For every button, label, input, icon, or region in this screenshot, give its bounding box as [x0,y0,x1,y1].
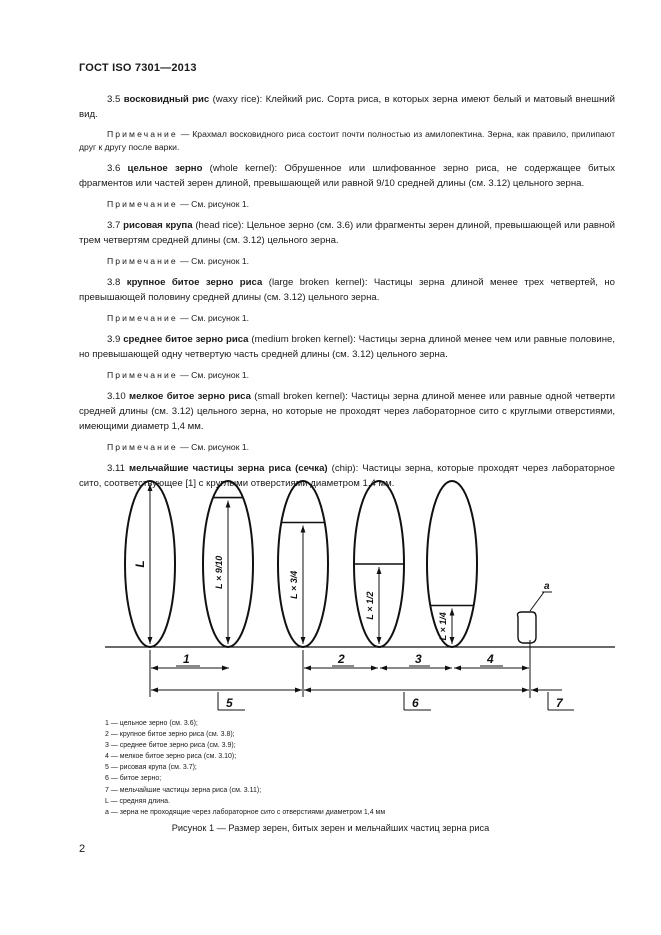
legend-item-7: 7 — мельчайшие частицы зерна риса (см. 3.11); [105,786,262,794]
term-3-9 [79,332,615,362]
dimension-2-label: 2 [338,652,345,666]
dimension-6-label: 6 [412,696,419,710]
term-number: 3.10 [107,391,129,402]
note-label: Примечание [107,256,178,266]
note-text: — См. рисунок 1. [177,370,250,380]
term-definition: (head rice): Цельное зерно (см. 3.6) или фрагменты зерен длиной, превышающей или равной трем четвертям средней длины (см. 3.12) цельного зерна. [79,220,615,246]
term-3-6 [79,161,615,191]
dimension-3-label: 3 [415,652,422,666]
note-3-6 [79,198,615,211]
term-3-5 [79,92,615,122]
page-number: 2 [79,843,86,855]
term-definition: (whole kernel): Обрушенное или шлифованное зерно риса, не содержащее битых фрагментов или частей зерен длиной, превышающей или равной 9/10 средней длины (см. 3.12) цельного зерна. [79,163,615,189]
kernel-length-label: L [133,560,147,568]
legend-item-a: a — зерна не проходящие через лабораторное сито с отверстиями диаметром 1,4 мм [105,808,386,816]
term-number: 3.11 [107,463,129,474]
note-label: Примечание [107,313,178,323]
note-text: — См. рисунок 1. [177,199,250,209]
dimension-7-label: 7 [556,696,563,710]
term-title: восковидный рис [123,94,210,105]
note-3-10 [79,441,615,454]
note-text: — Крахмал восковидного риса состоит почти полностью из амилопектина. Зерна, как правило, прилипают друг к другу после варки. [79,129,615,152]
term-3-7 [79,218,615,248]
note-text: — См. рисунок 1. [177,442,250,452]
note-text: — См. рисунок 1. [177,313,250,323]
dimension-1-label: 1 [183,652,190,666]
figure-legend [105,718,385,818]
term-definition: (medium broken kernel): Частицы зерна длиной менее чем или равные половине, но превышающей одну четвертую часть средней длины (см. 3.12) цельного зерна. [79,334,615,360]
legend-item-l: L — средняя длина. [105,797,170,805]
kernels-group [125,481,477,647]
term-title: цельное зерно [127,163,203,174]
note-3-5 [79,128,615,154]
term-title: мельчайшие частицы зерна риса (сечка) [128,463,328,474]
term-title: рисовая крупа [123,220,193,231]
note-text: — См. рисунок 1. [177,256,250,266]
term-definition: (small broken kernel): Частицы зерна длиной менее или равные одной четверти средней длины (см. 3.12) цельного зерна, но которые не проходят через лабораторное сито с круглыми отверстиями, имеющими диаметр 1,4 мм. [79,391,616,432]
term-number: 3.8 [107,277,127,288]
legend-item-5: 5 — рисовая крупа (см. 3.7); [105,764,197,772]
legend-item-6: 6 — битое зерно; [105,775,162,783]
note-label: Примечание [107,370,178,380]
figure-caption: Рисунок 1 — Размер зерен, битых зерен и мельчайших частиц зерна риса [171,823,490,833]
term-title: мелкое битое зерно риса [129,391,251,402]
dimension-4-label: 4 [487,652,494,666]
legend-item-2: 2 — крупное битое зерно риса (см. 3.8); [105,731,235,739]
term-definition: (chip): Частицы зерна, которые проходят через лабораторное сито, соответствующее [1] с круглыми отверстиями диаметром 1,4 мм. [79,463,616,489]
note-label: Примечание [107,199,178,209]
legend-item-4: 4 — мелкое битое зерно риса (см. 3.10); [105,753,237,761]
chip-label-a: a [544,581,550,592]
chip-leader-line [530,592,544,611]
kernel-length-label: L × 1/4 [438,612,448,641]
term-definition: (large broken kernel): Частицы зерна длиной менее трех четвертей, но превышающей половину средней длины (см. 3.12) цельного зерна. [79,277,615,303]
term-number: 3.6 [107,163,128,174]
note-label: Примечание [107,129,178,139]
note-label: Примечание [107,442,178,452]
note-3-8 [79,312,615,325]
document-header: ГОСТ ISO 7301—2013 [79,62,197,74]
kernel-length-label: L × 1/2 [365,591,375,620]
term-number: 3.5 [107,94,124,105]
term-3-10 [79,389,615,434]
term-title: крупное битое зерно риса [126,277,263,288]
legend-item-1: 1 — цельное зерно (см. 3.6); [105,720,198,727]
term-title: среднее битое зерно риса [123,334,249,345]
note-3-9 [79,369,615,382]
dimension-5-label: 5 [226,696,233,710]
term-definition: (waxy rice): Клейкий рис. Сорта риса, в которых зерна имеют белый и матовый внешний вид. [79,94,615,120]
definitions-block [79,92,615,491]
kernel-length-label: L × 3/4 [289,570,299,599]
term-number: 3.9 [107,334,124,345]
term-number: 3.7 [107,220,124,231]
rice-kernel-figure [0,470,661,715]
legend-item-3: 3 — среднее битое зерно риса (см. 3.9); [105,742,236,750]
term-3-8 [79,275,615,305]
chip-particle-shape [518,612,537,643]
kernel-length-label: L × 9/10 [214,555,224,589]
note-3-7 [79,255,615,268]
